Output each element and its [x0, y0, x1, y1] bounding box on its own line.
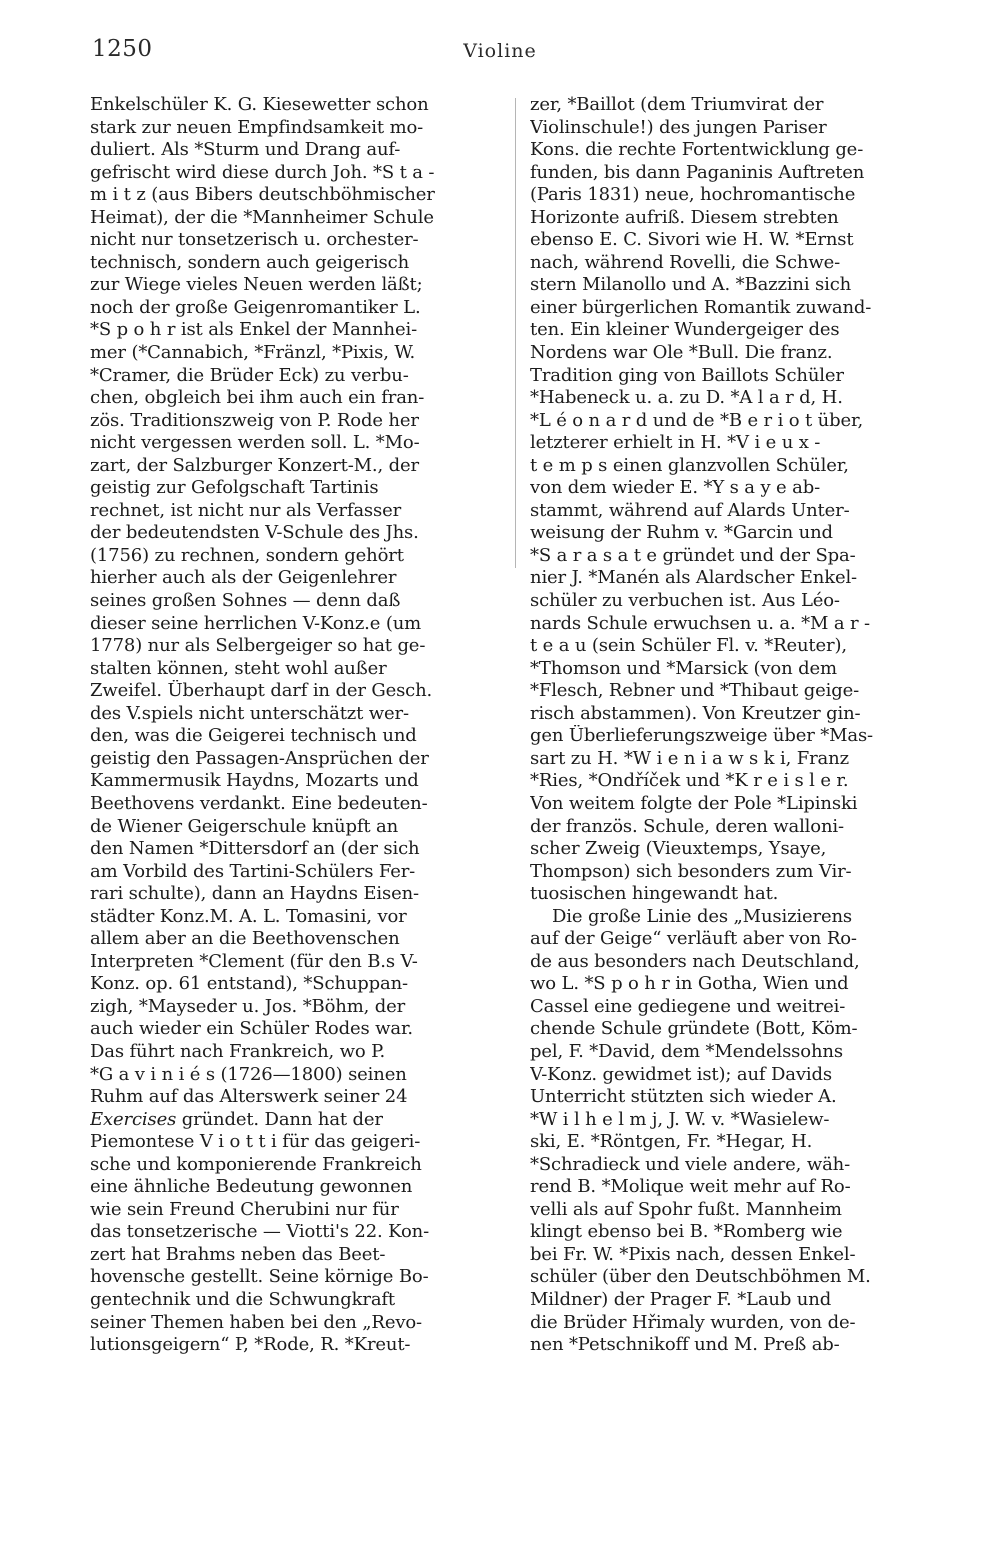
text-line: bei Fr. W. *Pixis nach, dessen Enkel- — [530, 1243, 856, 1265]
text-line: Mildner) der Prager F. *Laub und — [530, 1288, 832, 1310]
text-line: geistig den Passagen-Ansprüchen der — [90, 747, 429, 769]
text-line: zart, der Salzburger Konzert-M., der — [90, 454, 419, 476]
text-line: zös. Traditionszweig von P. Rode her — [90, 409, 419, 431]
text-line: *G a v i n i é s (1726—1800) seinen — [90, 1063, 407, 1085]
text-line: nen *Petschnikoff und M. Preß ab- — [530, 1334, 840, 1356]
text-line: hovensche gestellt. Seine körnige Bo- — [90, 1266, 429, 1288]
text-line: Tradition ging von Baillots Schüler — [530, 364, 844, 386]
text-line: geistig zur Gefolgschaft Tartinis — [90, 477, 379, 499]
text-line: Das führt nach Frankreich, wo P. — [90, 1040, 386, 1062]
text-line: städter Konz.M. A. L. Tomasini, vor — [90, 905, 407, 927]
text-line: *Ries, *Ondříček und *K r e i s l e r. — [530, 770, 849, 792]
text-line: von dem wieder E. *Y s a y e ab- — [530, 477, 821, 499]
text-line: zert hat Brahms neben das Beet- — [90, 1243, 386, 1265]
text-line: Exercises gründet. Dann hat der — [90, 1108, 383, 1130]
text-line: velli als auf Spohr fußt. Mannheim — [530, 1198, 842, 1220]
text-line: (1756) zu rechnen, sondern gehört — [90, 544, 404, 566]
text-line: die Brüder Hřimaly wurden, von de- — [530, 1311, 856, 1333]
text-line: chen, obgleich bei ihm auch ein fran- — [90, 387, 425, 409]
text-line: Zweifel. Überhaupt darf in der Gesch. — [90, 680, 433, 702]
text-line: Cassel eine gediegene und weitrei- — [530, 995, 846, 1017]
text-line: *S p o h r ist als Enkel der Mannhei- — [90, 319, 418, 341]
text-line: eine ähnliche Bedeutung gewonnen — [90, 1176, 413, 1198]
text-line: allem aber an die Beethovenschen — [90, 928, 400, 950]
text-line: chende Schule gründete (Bott, Köm- — [530, 1018, 858, 1040]
text-line: *S a r a s a t e gründet und der Spa- — [530, 544, 856, 566]
text-line: technisch, sondern auch geigerisch — [90, 251, 410, 273]
text-line: t e a u (sein Schüler Fl. v. *Reuter), — [530, 635, 847, 657]
text-line: mer (*Cannabich, *Fränzl, *Pixis, W. — [90, 342, 416, 364]
text-line: Horizonte aufriß. Diesem strebten — [530, 206, 839, 228]
text-line: des V.spiels nicht unterschätzt wer- — [90, 702, 409, 724]
text-line: ebenso E. C. Sivori wie H. W. *Ernst — [530, 229, 854, 251]
text-line: rend B. *Molique weit mehr auf Ro- — [530, 1176, 851, 1198]
text-line: auf der Geige“ verläuft aber von Ro- — [530, 928, 857, 950]
text-line: Kammermusik Haydns, Mozarts und — [90, 770, 419, 792]
text-line: (Paris 1831) neue, hochromantische — [530, 184, 856, 206]
text-line: stammt, während auf Alards Unter- — [530, 499, 850, 521]
text-line: noch der große Geigenromantiker L. — [90, 296, 421, 318]
text-line: tuosischen hingewandt hat. — [530, 883, 779, 905]
text-line: *Cramer, die Brüder Eck) zu verbu- — [90, 364, 409, 386]
text-line: V-Konz. gewidmet ist); auf Davids — [530, 1063, 832, 1085]
text-line: auch wieder ein Schüler Rodes war. — [90, 1018, 414, 1040]
text-line: nicht nur tonsetzerisch u. orchester- — [90, 229, 419, 251]
text-line: pel, F. *David, dem *Mendelssohns — [530, 1040, 843, 1062]
text-line: *Thomson und *Marsick (von dem — [530, 657, 837, 679]
text-line: sart zu H. *W i e n i a w s k i, Franz — [530, 747, 849, 769]
text-line: duliert. Als *Sturm und Drang auf- — [90, 139, 401, 161]
italic-title: Exercises — [90, 1108, 177, 1130]
running-title: Violine — [463, 40, 537, 62]
text-line: am Vorbild des Tartini-Schülers Fer- — [90, 860, 416, 882]
text-line: einer bürgerlichen Romantik zuwand- — [530, 296, 872, 318]
text-line: 1778) nur als Selbergeiger so hat ge- — [90, 635, 426, 657]
text-line: stern Milanollo und A. *Bazzini sich — [530, 274, 852, 296]
text-line: den Namen *Dittersdorf an (der sich — [90, 838, 420, 860]
text-line: weisung der Ruhm v. *Garcin und — [530, 522, 833, 544]
text-line: hierher auch als der Geigenlehrer — [90, 567, 397, 589]
page-number: 1250 — [92, 36, 153, 62]
text-line: rari schulte), dann an Haydns Eisen- — [90, 883, 419, 905]
text-line: Von weitem folgte der Pole *Lipinski — [530, 792, 858, 814]
text-line: lutionsgeigern“ P, *Rode, R. *Kreut- — [90, 1334, 411, 1356]
text-line: sche und komponierende Frankreich — [90, 1153, 422, 1175]
text-line: nach, während Rovelli, die Schwe- — [530, 251, 841, 273]
text-line: scher Zweig (Vieuxtemps, Ysaye, — [530, 838, 827, 860]
text-line: de aus besonders nach Deutschland, — [530, 950, 860, 972]
text-line: schüler zu verbuchen ist. Aus Léo- — [530, 590, 840, 612]
text-line: seines großen Sohnes — denn daß — [90, 590, 401, 612]
text-line: *L é o n a r d und de *B e r i o t über, — [530, 409, 864, 431]
text-line: Nordens war Ole *Bull. Die franz. — [530, 342, 833, 364]
text-line: gentechnik und die Schwungkraft — [90, 1288, 395, 1310]
text-line: Interpreten *Clement (für den B.s V- — [90, 950, 418, 972]
text-line: rechnet, ist nicht nur als Verfasser — [90, 499, 402, 521]
text-line: schüler (über den Deutschböhmen M. — [530, 1266, 871, 1288]
text-line: Unterricht stützten sich wieder A. — [530, 1086, 837, 1108]
text-line: den, was die Geigerei technisch und — [90, 725, 417, 747]
text-line: nicht vergessen werden soll. L. *Mo- — [90, 432, 420, 454]
text-line: *W i l h e l m j, J. W. v. *Wasielew- — [530, 1108, 830, 1130]
text-line: stalten können, steht wohl außer — [90, 657, 387, 679]
text-line: Piemontese V i o t t i für das geigeri- — [90, 1131, 421, 1153]
text-line: zur Wiege vieles Neuen werden läßt; — [90, 274, 423, 296]
text-line: der französ. Schule, deren walloni- — [530, 815, 844, 837]
text-line: ski, E. *Röntgen, Fr. *Hegar, H. — [530, 1131, 813, 1153]
text-line: de Wiener Geigerschule knüpft an — [90, 815, 399, 837]
text-line: wie sein Freund Cherubini nur für — [90, 1198, 399, 1220]
text-line: *Flesch, Rebner und *Thibaut geige- — [530, 680, 860, 702]
text-line: der bedeutendsten V-Schule des Jhs. — [90, 522, 419, 544]
text-line: Ruhm auf das Alterswerk seiner 24 — [90, 1086, 408, 1108]
text-line: das tonsetzerische — Viotti's 22. Kon- — [90, 1221, 430, 1243]
text-line: zer, *Baillot (dem Triumvirat der — [530, 94, 824, 115]
left-column — [90, 94, 502, 1357]
text-line: Thompson) sich besonders zum Vir- — [530, 860, 852, 882]
text-line: Heimat), der die *Mannheimer Schule — [90, 206, 434, 228]
text-line: Kons. die rechte Fortentwicklung ge- — [530, 139, 864, 161]
text-line: funden, bis dann Paganinis Auftreten — [530, 161, 865, 183]
text-line: dieser seine herrlichen V-Konz.e (um — [90, 612, 422, 634]
text-line: gefrischt wird diese durch Joh. *S t a - — [90, 161, 435, 183]
text-line: t e m p s einen glanzvollen Schüler, — [530, 454, 849, 476]
text-line: m i t z (aus Bibers deutschböhmischer — [90, 184, 435, 206]
text-line: Enkelschüler K. G. Kiesewetter schon — [90, 94, 429, 115]
text-line: ten. Ein kleiner Wundergeiger des — [530, 319, 840, 341]
right-column — [530, 94, 942, 1357]
text-line: gen Überlieferungszweige über *Mas- — [530, 725, 873, 747]
text-line: seiner Themen haben bei den „Revo- — [90, 1311, 422, 1333]
text-line: Beethovens verdankt. Eine bedeuten- — [90, 792, 428, 814]
text-line: letzterer erhielt in H. *V i e u x - — [530, 432, 821, 454]
column-divider — [515, 98, 516, 568]
text-line: Violinschule!) des jungen Pariser — [530, 116, 827, 138]
text-line: Konz. op. 61 entstand), *Schuppan- — [90, 973, 408, 995]
text-line: klingt ebenso bei B. *Romberg wie — [530, 1221, 843, 1243]
text-line: wo L. *S p o h r in Gotha, Wien und — [530, 973, 849, 995]
text-line: nier J. *Manén als Alardscher Enkel- — [530, 567, 857, 589]
text-line: *Habeneck u. a. zu D. *A l a r d, H. — [530, 387, 843, 409]
text-line: risch abstammen). Von Kreutzer gin- — [530, 702, 861, 724]
text-line: stark zur neuen Empfindsamkeit mo- — [90, 116, 424, 138]
text-line: *Schradieck und viele andere, wäh- — [530, 1153, 851, 1175]
text-line: zigh, *Mayseder u. Jos. *Böhm, der — [90, 995, 406, 1017]
text-line: nards Schule erwuchsen u. a. *M a r - — [530, 612, 870, 634]
text-line: Die große Linie des „Musizierens — [552, 905, 853, 927]
